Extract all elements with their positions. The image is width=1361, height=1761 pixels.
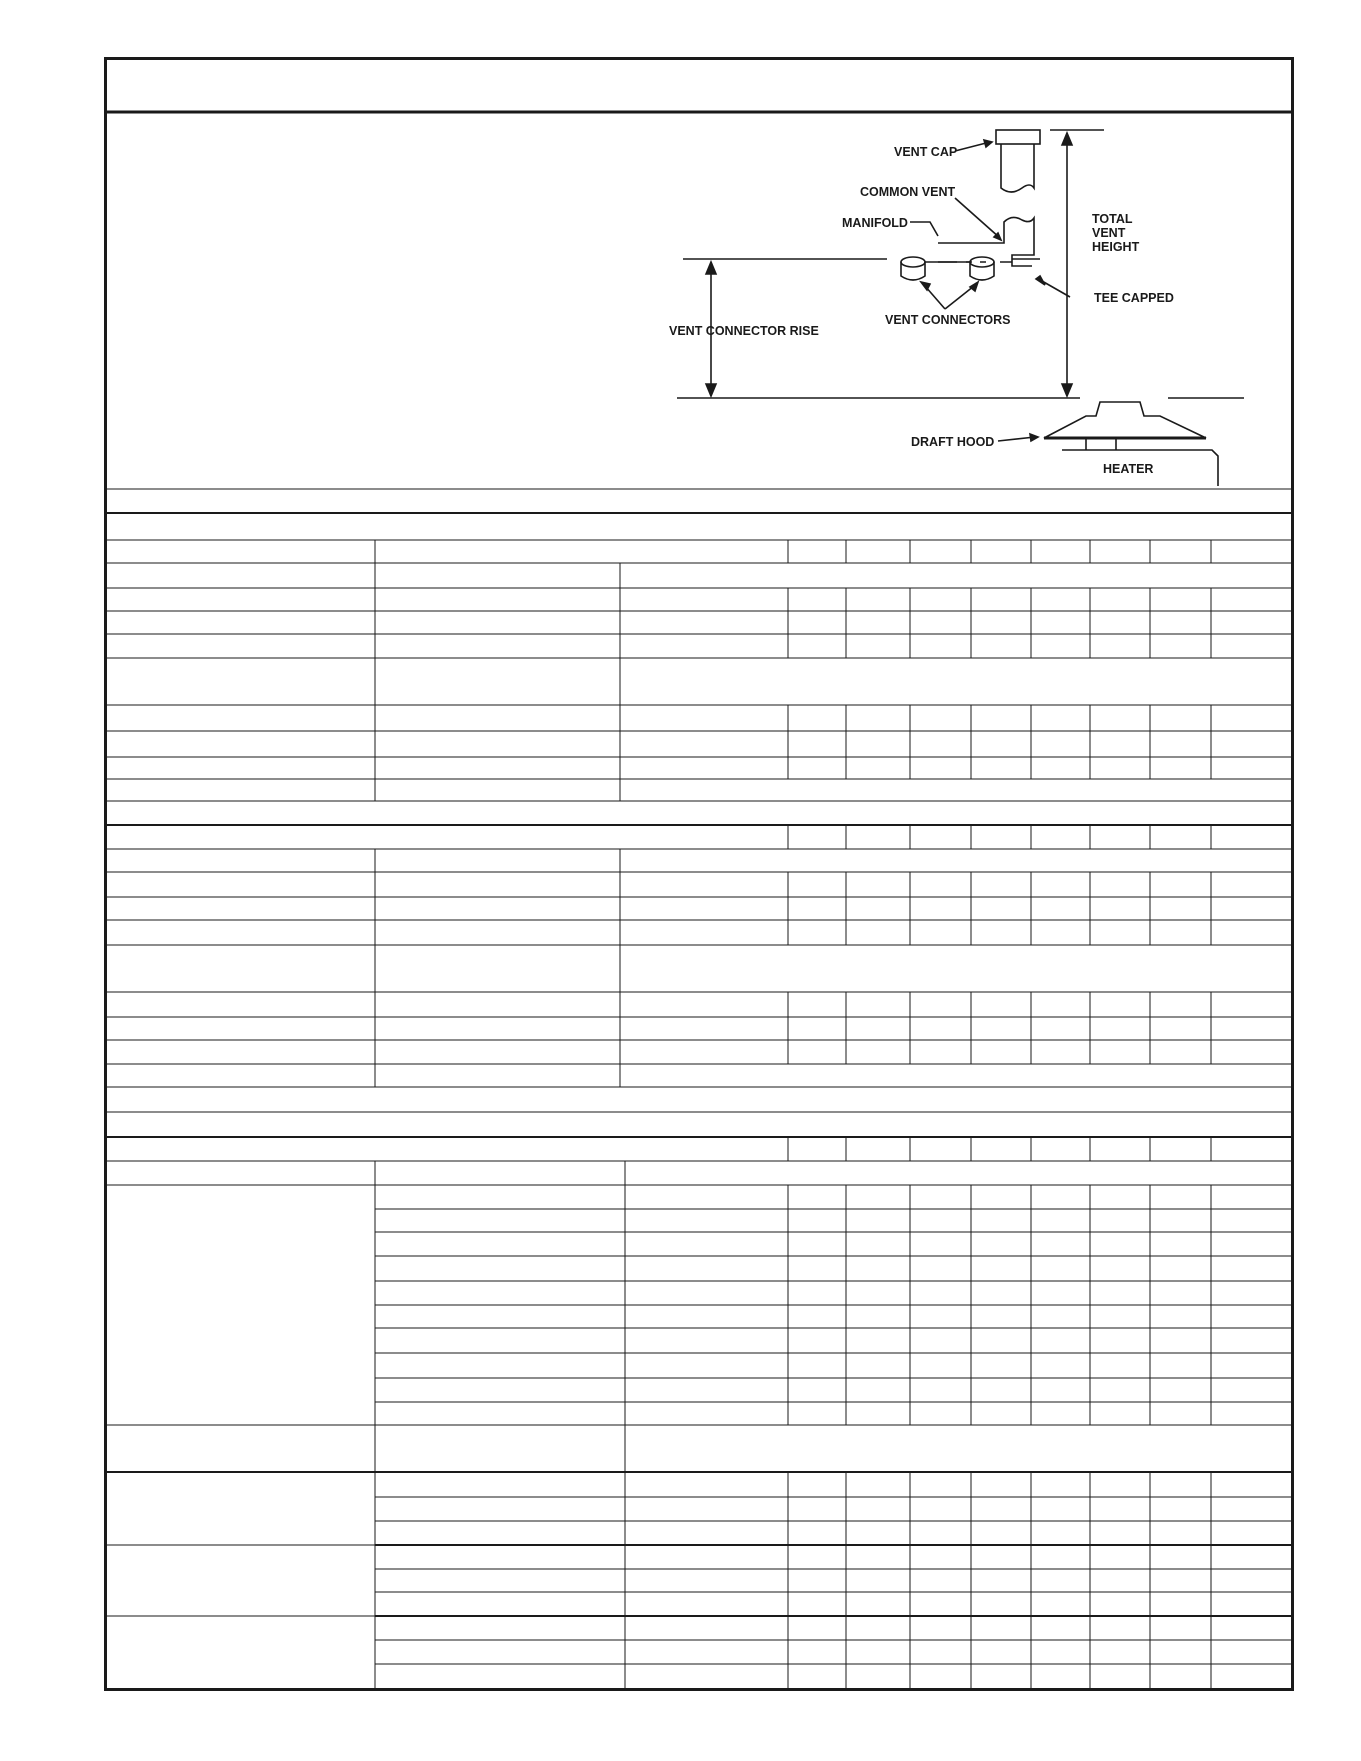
vent-connector-rise-label: VENT CONNECTOR RISE <box>669 324 819 338</box>
vent-connectors-label: VENT CONNECTORS <box>885 313 1011 327</box>
vent-cap-label: VENT CAP <box>894 145 958 159</box>
total-vent-height-label-3: HEIGHT <box>1092 240 1140 254</box>
draft-hood-label: DRAFT HOOD <box>911 435 995 449</box>
total-vent-height-label-1: TOTAL <box>1092 212 1133 226</box>
tee-capped-label: TEE CAPPED <box>1094 291 1174 305</box>
total-vent-height-label-2: VENT <box>1092 226 1126 240</box>
manifold-label: MANIFOLD <box>842 216 908 230</box>
heater-label: HEATER <box>1103 462 1154 476</box>
common-vent-label: COMMON VENT <box>860 185 956 199</box>
